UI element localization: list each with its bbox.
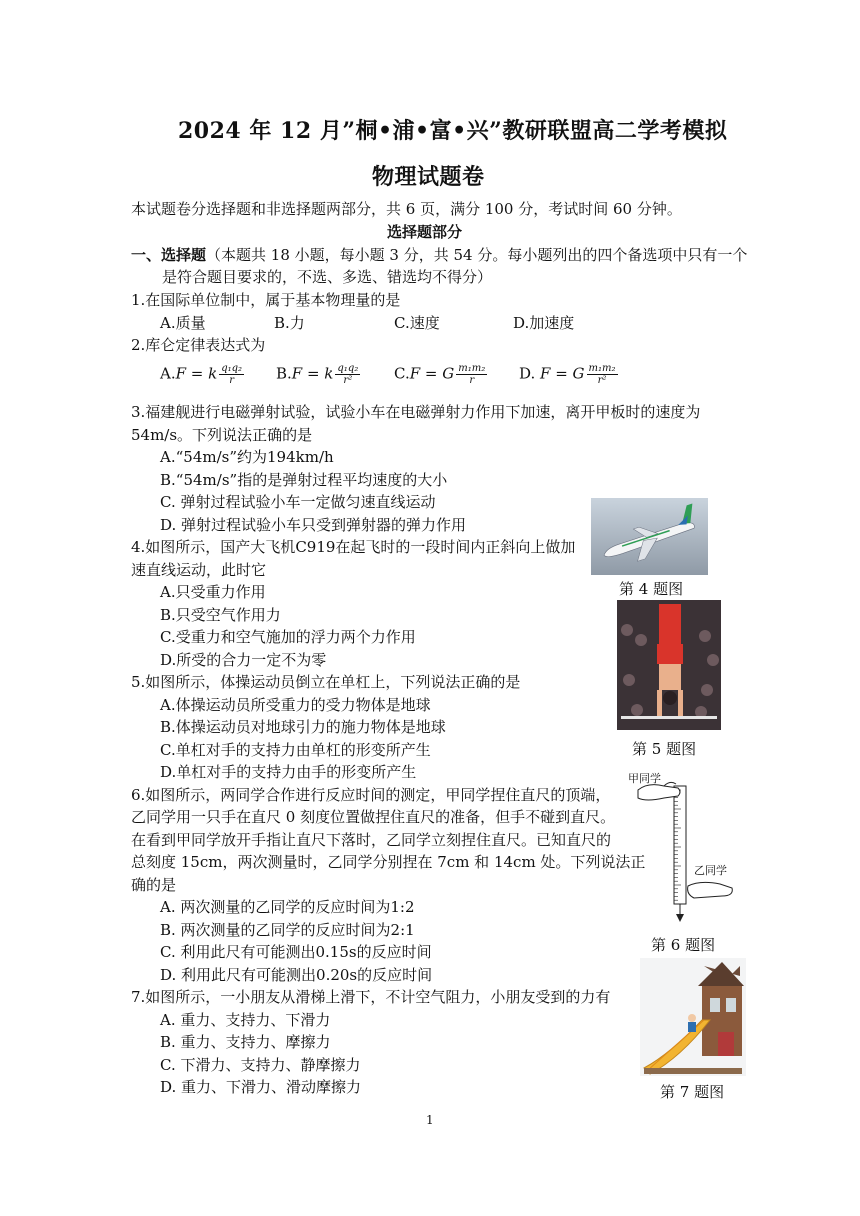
q6-caption: 第 6 题图 — [651, 936, 716, 954]
q6-option-d: D. 利用此尺有可能测出0.20s的反应时间 — [160, 966, 433, 984]
q2-option-a-num: q₁q₂ — [221, 363, 243, 374]
slide-illustration — [640, 958, 746, 1076]
exam-subtitle: 物理试题卷 — [372, 164, 485, 190]
exam-title: 2024 年 12 月”桐•浦•富•兴”教研联盟高二学考模拟 — [178, 118, 728, 144]
q5-option-a: A.体操运动员所受重力的受力物体是地球 — [160, 696, 431, 714]
q6-option-b: B. 两次测量的乙同学的反应时间为2:1 — [160, 921, 415, 939]
q2-option-a-lhs: F = k — [175, 364, 218, 383]
q7-option-d: D. 重力、下滑力、滑动摩擦力 — [160, 1078, 362, 1096]
gymnast-illustration — [617, 600, 721, 730]
q4-option-b: B.只受空气作用力 — [160, 606, 281, 624]
q5-stem: 5.如图所示，体操运动员倒立在单杠上，下列说法正确的是 — [131, 673, 521, 691]
section-title: 选择题部分 — [387, 223, 463, 241]
q7-caption: 第 7 题图 — [660, 1083, 725, 1101]
q3-option-c: C. 弹射过程试验小车一定做匀速直线运动 — [160, 493, 436, 511]
q6-label-jia: 甲同学 — [628, 772, 661, 785]
q2-option-b-prefix: B. — [276, 364, 292, 383]
q1-option-a: A.质量 — [160, 314, 206, 332]
q6-option-a: A. 两次测量的乙同学的反应时间为1:2 — [160, 898, 415, 916]
q2-option-c-lhs: F = G — [409, 364, 455, 383]
q4-stem-line1: 4.如图所示，国产大飞机C919在起飞时的一段时间内正斜向上做加 — [131, 538, 576, 556]
q6-option-c: C. 利用此尺有可能测出0.15s的反应时间 — [160, 943, 432, 961]
q4-option-c: C.受重力和空气施加的浮力两个力作用 — [160, 628, 416, 646]
q7-stem: 7.如图所示，一小朋友从滑梯上滑下，不计空气阻力，小朋友受到的力有 — [131, 988, 611, 1006]
q1-option-b: B.力 — [274, 314, 305, 332]
ruler-illustration — [624, 768, 746, 928]
q7-option-a: A. 重力、支持力、下滑力 — [160, 1011, 331, 1029]
q2-option-d-prefix: D. — [519, 364, 541, 383]
q3-stem-line2: 54m/s。下列说法正确的是 — [131, 426, 313, 444]
q2-option-c — [394, 363, 489, 386]
q2-option-a-fraction — [219, 363, 244, 386]
q4-airplane-image — [591, 498, 708, 575]
q5-option-d: D.单杠对手的支持力由手的形变所产生 — [160, 763, 417, 781]
q3-stem-line1: 3.福建舰进行电磁弹射试验，试验小车在电磁弹射力作用下加速，离开甲板时的速度为 — [131, 403, 701, 421]
q7-option-b: B. 重力、支持力、摩擦力 — [160, 1033, 331, 1051]
q5-option-b: B.体操运动员对地球引力的施力物体是地球 — [160, 718, 446, 736]
part1-heading: 一、选择题 — [131, 246, 207, 264]
q2-option-d-fraction — [587, 363, 618, 386]
q2-option-b-den: r² — [343, 375, 353, 386]
q1-option-d: D.加速度 — [513, 314, 575, 332]
q2-option-a-den: r — [229, 375, 235, 386]
q5-caption: 第 5 题图 — [632, 740, 697, 758]
q4-caption: 第 4 题图 — [619, 580, 684, 598]
q3-option-a: A.“54m/s”约为194km/h — [160, 448, 334, 466]
q2-option-d — [519, 363, 620, 386]
q6-ruler-figure — [624, 768, 746, 928]
q6-stem-line1: 6.如图所示，两同学合作进行反应时间的测定，甲同学捏住直尺的顶端， — [131, 786, 611, 804]
q2-option-d-den: r² — [597, 375, 607, 386]
q6-label-yi: 乙同学 — [694, 864, 727, 877]
q2-option-b — [276, 363, 362, 386]
part1-desc-line2: 是符合题目要求的，不选、多选、错选均不得分） — [162, 268, 493, 286]
q7-slide-image — [640, 958, 746, 1076]
exam-intro: 本试题卷分选择题和非选择题两部分，共 6 页，满分 100 分，考试时间 60 分钟。 — [131, 200, 682, 218]
q2-option-c-den: r — [469, 375, 475, 386]
q4-option-d: D.所受的合力一定不为零 — [160, 651, 327, 669]
q2-option-a-prefix: A. — [160, 364, 176, 383]
q2-option-c-prefix: C. — [394, 364, 410, 383]
part1-desc-line1 — [131, 244, 747, 266]
q3-option-d: D. 弹射过程试验小车只受到弹射器的弹力作用 — [160, 516, 467, 534]
q7-option-c: C. 下滑力、支持力、静摩擦力 — [160, 1056, 361, 1074]
airplane-illustration — [591, 498, 708, 575]
q5-gymnast-image — [617, 600, 721, 730]
page-number: 1 — [426, 1113, 434, 1127]
q1-stem: 1.在国际单位制中，属于基本物理量的是 — [131, 291, 401, 309]
q2-option-b-num: q₁q₂ — [337, 363, 359, 374]
part1-desc: （本题共 18 小题，每小题 3 分，共 54 分。每小题列出的四个备选项中只有一个 — [206, 246, 748, 264]
q2-option-a — [160, 363, 246, 386]
q6-stem-line4: 总刻度 15cm，两次测量时，乙同学分别捏在 7cm 和 14cm 处。下列说法正 — [131, 853, 646, 871]
q2-option-b-fraction — [335, 363, 360, 386]
q6-stem-line3: 在看到甲同学放开手指让直尺下落时，乙同学立刻捏住直尺。已知直尺的 — [131, 831, 612, 849]
q1-option-c: C.速度 — [394, 314, 440, 332]
q2-option-d-num: m₁m₂ — [588, 363, 616, 374]
q4-stem-line2: 速直线运动，此时它 — [131, 561, 267, 579]
q2-option-d-lhs: F = G — [540, 364, 585, 383]
q4-option-a: A.只受重力作用 — [160, 583, 266, 601]
q2-option-c-fraction — [456, 363, 487, 386]
q6-stem-line2: 乙同学用一只手在直尺 0 刻度位置做捏住直尺的准备，但手不碰到直尺。 — [131, 808, 616, 826]
q2-stem: 2.库仑定律表达式为 — [131, 336, 266, 354]
q2-option-b-lhs: F = k — [291, 364, 334, 383]
q5-option-c: C.单杠对手的支持力由单杠的形变所产生 — [160, 741, 431, 759]
q2-option-c-num: m₁m₂ — [458, 363, 486, 374]
q6-stem-line5: 确的是 — [131, 876, 177, 894]
q3-option-b: B.“54m/s”指的是弹射过程平均速度的大小 — [160, 471, 448, 489]
